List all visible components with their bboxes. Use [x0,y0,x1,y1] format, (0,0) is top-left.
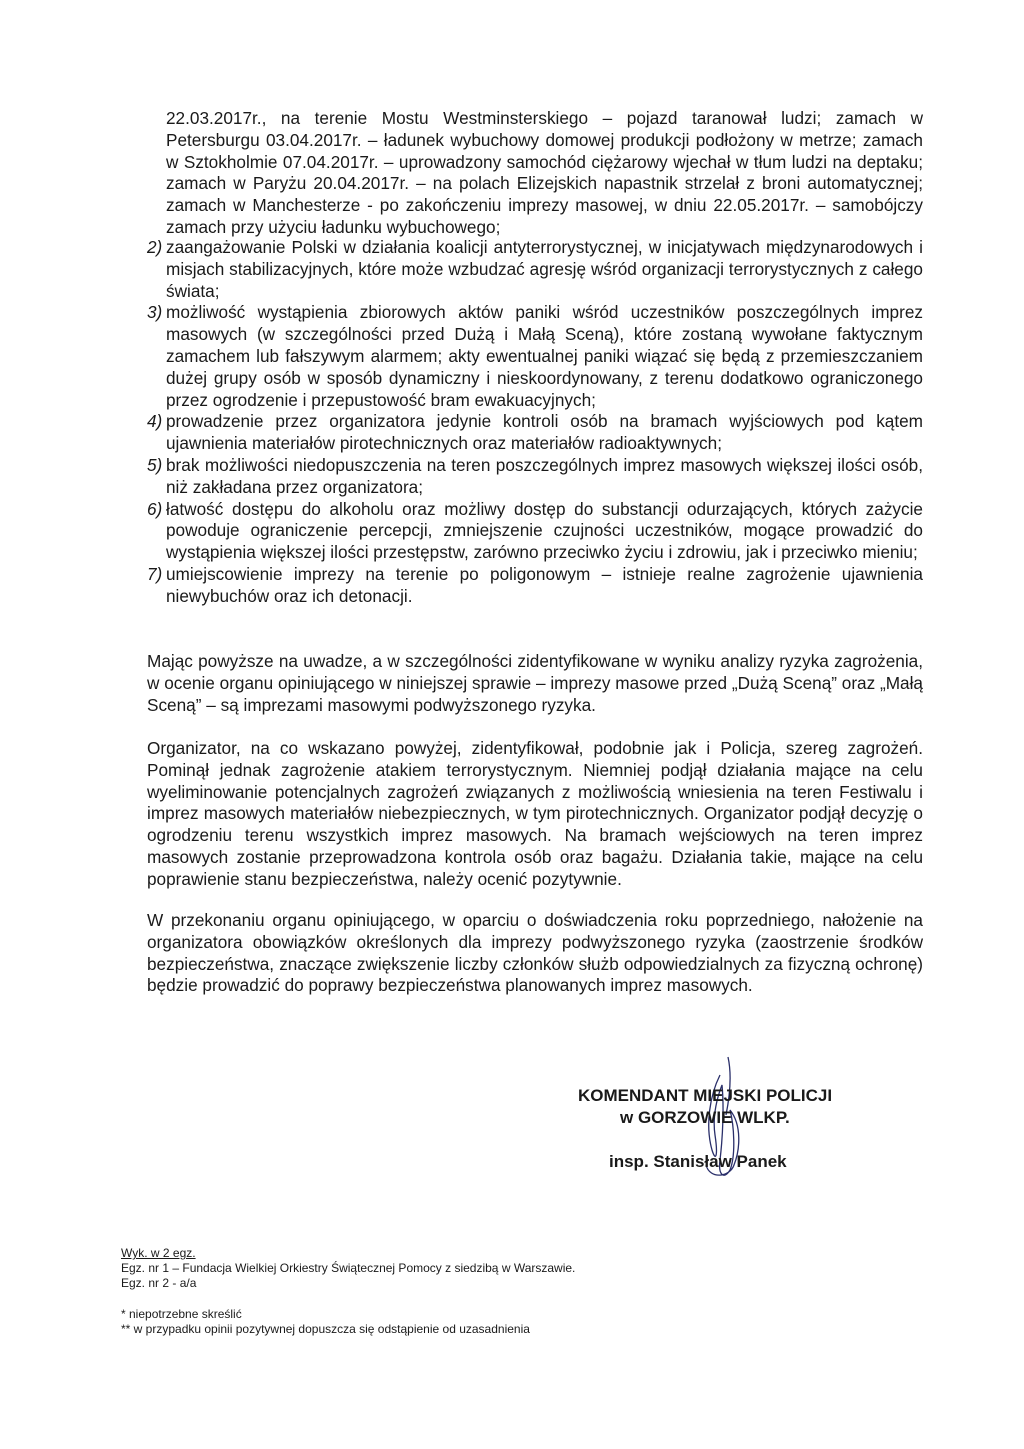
signatory-name: insp. Stanisław Panek [609,1152,787,1171]
list-item-number: 4) [147,411,163,432]
list-item-number: 7) [147,563,163,584]
list-item [147,411,923,455]
list-item-text: brak możliwości niedopuszczenia na teren poszczególnych imprez masowych większej ilości osób, niż zakładana przez organizatora; [166,454,923,497]
list-item-number: 6) [147,498,163,519]
threat-list [147,237,923,608]
list-item-number: 3) [147,302,163,323]
list-item-text: możliwość wystąpienia zbiorowych aktów paniki wśród uczestników poszczególnych imprez masowych (w szczególności przed Dużą i Małą Sceną), które zostaną wywołane faktycznym zamachem lub fałszywym alarmem; akty ewentualnej paniki wiązać się będą z przemieszczaniem dużej grupy osób w sposób dynamiczny i nieskoordynowany, z terenu dodatkowo ograniczonego przez ogrodzenie i przepustowość bram ewakuacyjnych; [166,302,923,410]
list-item-text: umiejscowienie imprezy na terenie po poligonowym – istnieje realne zagrożenie ujawnienia niewybuchów oraz ich detonacji. [166,563,923,606]
opinion-paragraph: W przekonaniu organu opiniującego, w oparciu o doświadczenia roku poprzedniego, nałożenie na organizatora obowiązków określonych dla imprezy podwyższonego ryzyka (zaostrzenie środków bezpieczeństwa, znaczące zwiększenie liczby członków służb odpowiedzialnych za fizyczną ochronę) będzie prowadzić do poprawy bezpieczeństwa planowanych imprez masowych. [147,910,923,996]
intro-paragraph: 22.03.2017r., na terenie Mostu Westminsterskiego – pojazd taranował ludzi; zamach w Petersburgu 03.04.2017r. – ładunek wybuchowy domowej produkcji podłożony w metrze; zamach w Sztokholmie 07.04.2017r. – uprowadzony samochód ciężarowy wjechał w tłum ludzi na deptaku; zamach w Paryżu 20.04.2017r. – na polach Elizejskich napastnik strzelał z broni automatycznej; zamach w Manchesterze - po zakończeniu imprezy masowej, w dniu 22.05.2017r. – samobójczy zamach przy użyciu ładunku wybuchowego; [166,108,923,237]
list-item-text: prowadzenie przez organizatora jedynie kontroli osób na bramach wyjściowych pod kątem ujawnienia materiałów pirotechnicznych oraz materiałów radioaktywnych; [166,411,923,454]
list-item-text: łatwość dostępu do alkoholu oraz możliwy dostęp do substancji odurzających, których zażycie powoduje ograniczenie percepcji, zmniejszenie czujności uczestników, mogące prowadzić do wystąpienia większej ilości przestępstw, zarówno przeciwko życiu i zdrowiu, jak i przeciwko mieniu; [166,498,923,563]
list-item-number: 5) [147,454,163,475]
list-item [147,302,923,411]
list-item [147,499,923,564]
list-item-text: zaangażowanie Polski w działania koalicji antyterrorystycznej, w inicjatywach międzynarodowych i misjach stabilizacyjnych, które może wzbudzać agresję wśród organizacji terrorystycznych z całego świata; [166,237,923,301]
list-item [147,237,923,302]
footnote-2: ** w przypadku opinii pozytywnej dopuszcza się odstąpienie od uzasadnienia [121,1322,530,1336]
copy-recipient-1: Egz. nr 1 – Fundacja Wielkiej Orkiestry Świątecznej Pomocy z siedzibą w Warszawie. [121,1261,576,1275]
copy-recipient-2: Egz. nr 2 - a/a [121,1276,197,1290]
list-item [147,564,923,608]
list-item [147,455,923,499]
list-item-number: 2) [147,237,163,257]
footnote-1: * niepotrzebne skreślić [121,1307,242,1321]
signature-title: KOMENDANT MIEJSKI POLICJI [578,1086,833,1105]
conclusion-paragraph: Mając powyższe na uwadze, a w szczególności zidentyfikowane w wyniku analizy ryzyka zagrożenia, w ocenie organu opiniującego w niniejszej sprawie – imprezy masowe przed „Dużą Sceną” oraz „Małą Sceną” – są imprezami masowymi podwyższonego ryzyka. [147,651,923,715]
organizer-paragraph: Organizator, na co wskazano powyżej, zidentyfikował, podobnie jak i Policja, szereg zagrożeń. Pominął jednak zagrożenie atakiem terrorystycznym. Niemniej podjął działania mające na celu wyeliminowanie potencjalnych zagrożeń związanych z możliwością wniesienia na teren Festiwalu i imprez masowych materiałów niebezpiecznych, w tym pirotechnicznych. Organizator podjął decyzję o ogrodzeniu terenu wszystkich imprez masowych. Na bramach wejściowych na teren imprez masowych zostanie przeprowadzona kontrola osób oraz bagażu. Działania takie, mające na celu poprawienie stanu bezpieczeństwa, należy ocenić pozytywnie. [147,738,923,889]
copies-note: Wyk. w 2 egz. [121,1246,196,1260]
signature-location: w GORZOWIE WLKP. [620,1108,790,1127]
